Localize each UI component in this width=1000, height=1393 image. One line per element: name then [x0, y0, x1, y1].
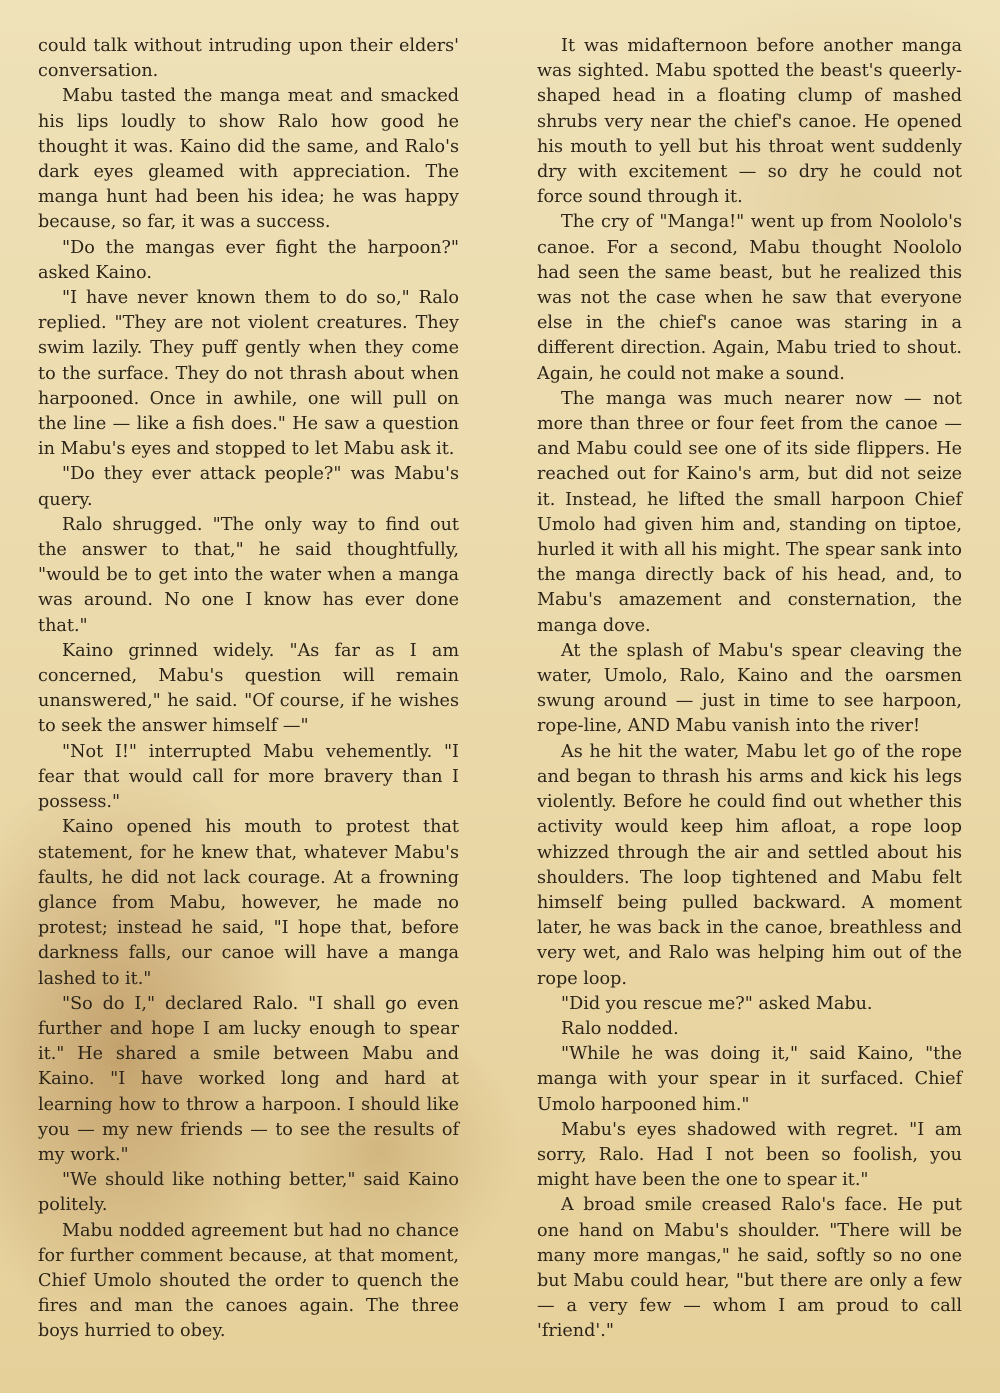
paragraph: "Do the mangas ever fight the harpoon?" asked Kaino. — [38, 237, 459, 283]
paragraph: The cry of "Manga!" went up from Noololo's canoe. For a second, Mabu thought Noololo had seen the same beast, but he realized this was not the case when he saw that everyone else in the chief's canoe was staring in a different direction. Again, Mabu tried to shout. Again, he could not make a sound. — [537, 212, 962, 384]
paragraph: Kaino grinned widely. "As far as I am concerned, Mabu's question will remain unanswered," he said. "Of course, if he wishes to seek the answer himself —" — [38, 640, 459, 737]
paragraph: At the splash of Mabu's spear cleaving the water, Umolo, Ralo, Kaino and the oarsmen swung around — just in time to see harpoon, rope-line, AND Mabu vanish into the river! — [537, 640, 962, 737]
paragraph: Mabu nodded agreement but had no chance for further comment because, at that moment, Chief Umolo shouted the order to quench the fires and man the canoes again. The three boys hurried to obey. — [38, 1220, 459, 1342]
paragraph: "Not I!" interrupted Mabu vehemently. "I fear that would call for more bravery than I possess." — [38, 741, 459, 813]
paragraph: "Do they ever attack people?" was Mabu's query. — [38, 464, 459, 510]
right-column — [537, 34, 962, 1345]
paragraph: Mabu's eyes shadowed with regret. "I am sorry, Ralo. Had I not been so foolish, you might have been the one to spear it." — [537, 1119, 962, 1191]
paragraph: As he hit the water, Mabu let go of the rope and began to thrash his arms and kick his legs violently. Before he could find out whether this activity would keep him afloat, a rope loop whizzed through the air and settled about his shoulders. The loop tightened and Mabu felt himself being pulled backward. A moment later, he was back in the canoe, breathless and very wet, and Ralo was helping him out of the rope loop. — [537, 741, 962, 989]
paragraph: "While he was doing it," said Kaino, "the manga with your spear in it surfaced. Chief Umolo harpooned him." — [537, 1044, 962, 1115]
paragraph: Ralo nodded. — [561, 1018, 679, 1039]
paragraph: "So do I," declared Ralo. "I shall go even further and hope I am lucky enough to spear it." He shared a smile between Mabu and Kaino. "I have worked long and hard at learning how to throw a harpoon. I should like you — my new friends — to see the results of my work." — [38, 993, 459, 1165]
paragraph: Mabu tasted the manga meat and smacked his lips loudly to show Ralo how good he thought it was. Kaino did the same, and Ralo's dark eyes gleamed with appreciation. The manga hunt had been his idea; he was happy because, so far, it was a success. — [38, 86, 459, 233]
paragraph: "Did you rescue me?" asked Mabu. — [561, 993, 873, 1014]
paragraph: "We should like nothing better," said Kaino politely. — [38, 1170, 459, 1216]
left-column — [38, 34, 459, 1345]
paragraph: The manga was much nearer now — not more than three or four feet from the canoe — and Mabu could see one of its side flippers. He reached out for Kaino's arm, but did not seize it. Instead, he lifted the small harpoon Chief Umolo had given him and, standing on tiptoe, hurled it with all his might. The spear sank into the manga directly back of his head, and, to Mabu's amazement and consternation, the manga dove. — [537, 388, 962, 636]
paragraph: "I have never known them to do so," Ralo replied. "They are not violent creatures. They swim lazily. They puff gently when they come to the surface. They do not thrash about when harpooned. Once in awhile, one will pull on the line — like a fish does." He saw a question in Mabu's eyes and stopped to let Mabu ask it. — [38, 288, 459, 460]
paragraph: could talk without intruding upon their elders' conversation. — [38, 36, 459, 82]
paragraph: A broad smile creased Ralo's face. He put one hand on Mabu's shoulder. "There will be many more mangas," he said, softly so no one but Mabu could hear, "but there are only a few — a very few — whom I am proud to call 'friend'." — [537, 1195, 962, 1342]
paragraph: Ralo shrugged. "The only way to find out the answer to that," he said thoughtfully, "would be to get into the water when a manga was around. No one I know has ever done that." — [38, 514, 459, 636]
paragraph: Kaino opened his mouth to protest that statement, for he knew that, whatever Mabu's faults, he did not lack courage. At a frowning glance from Mabu, however, he made no protest; instead he said, "I hope that, before darkness falls, our canoe will have a manga lashed to it." — [38, 817, 459, 989]
paragraph: It was midafternoon before another manga was sighted. Mabu spotted the beast's queerly-shaped head in a floating clump of mashed shrubs very near the chief's canoe. He opened his mouth to yell but his throat went suddenly dry with excitement — so dry he could not force sound through it. — [537, 36, 962, 208]
